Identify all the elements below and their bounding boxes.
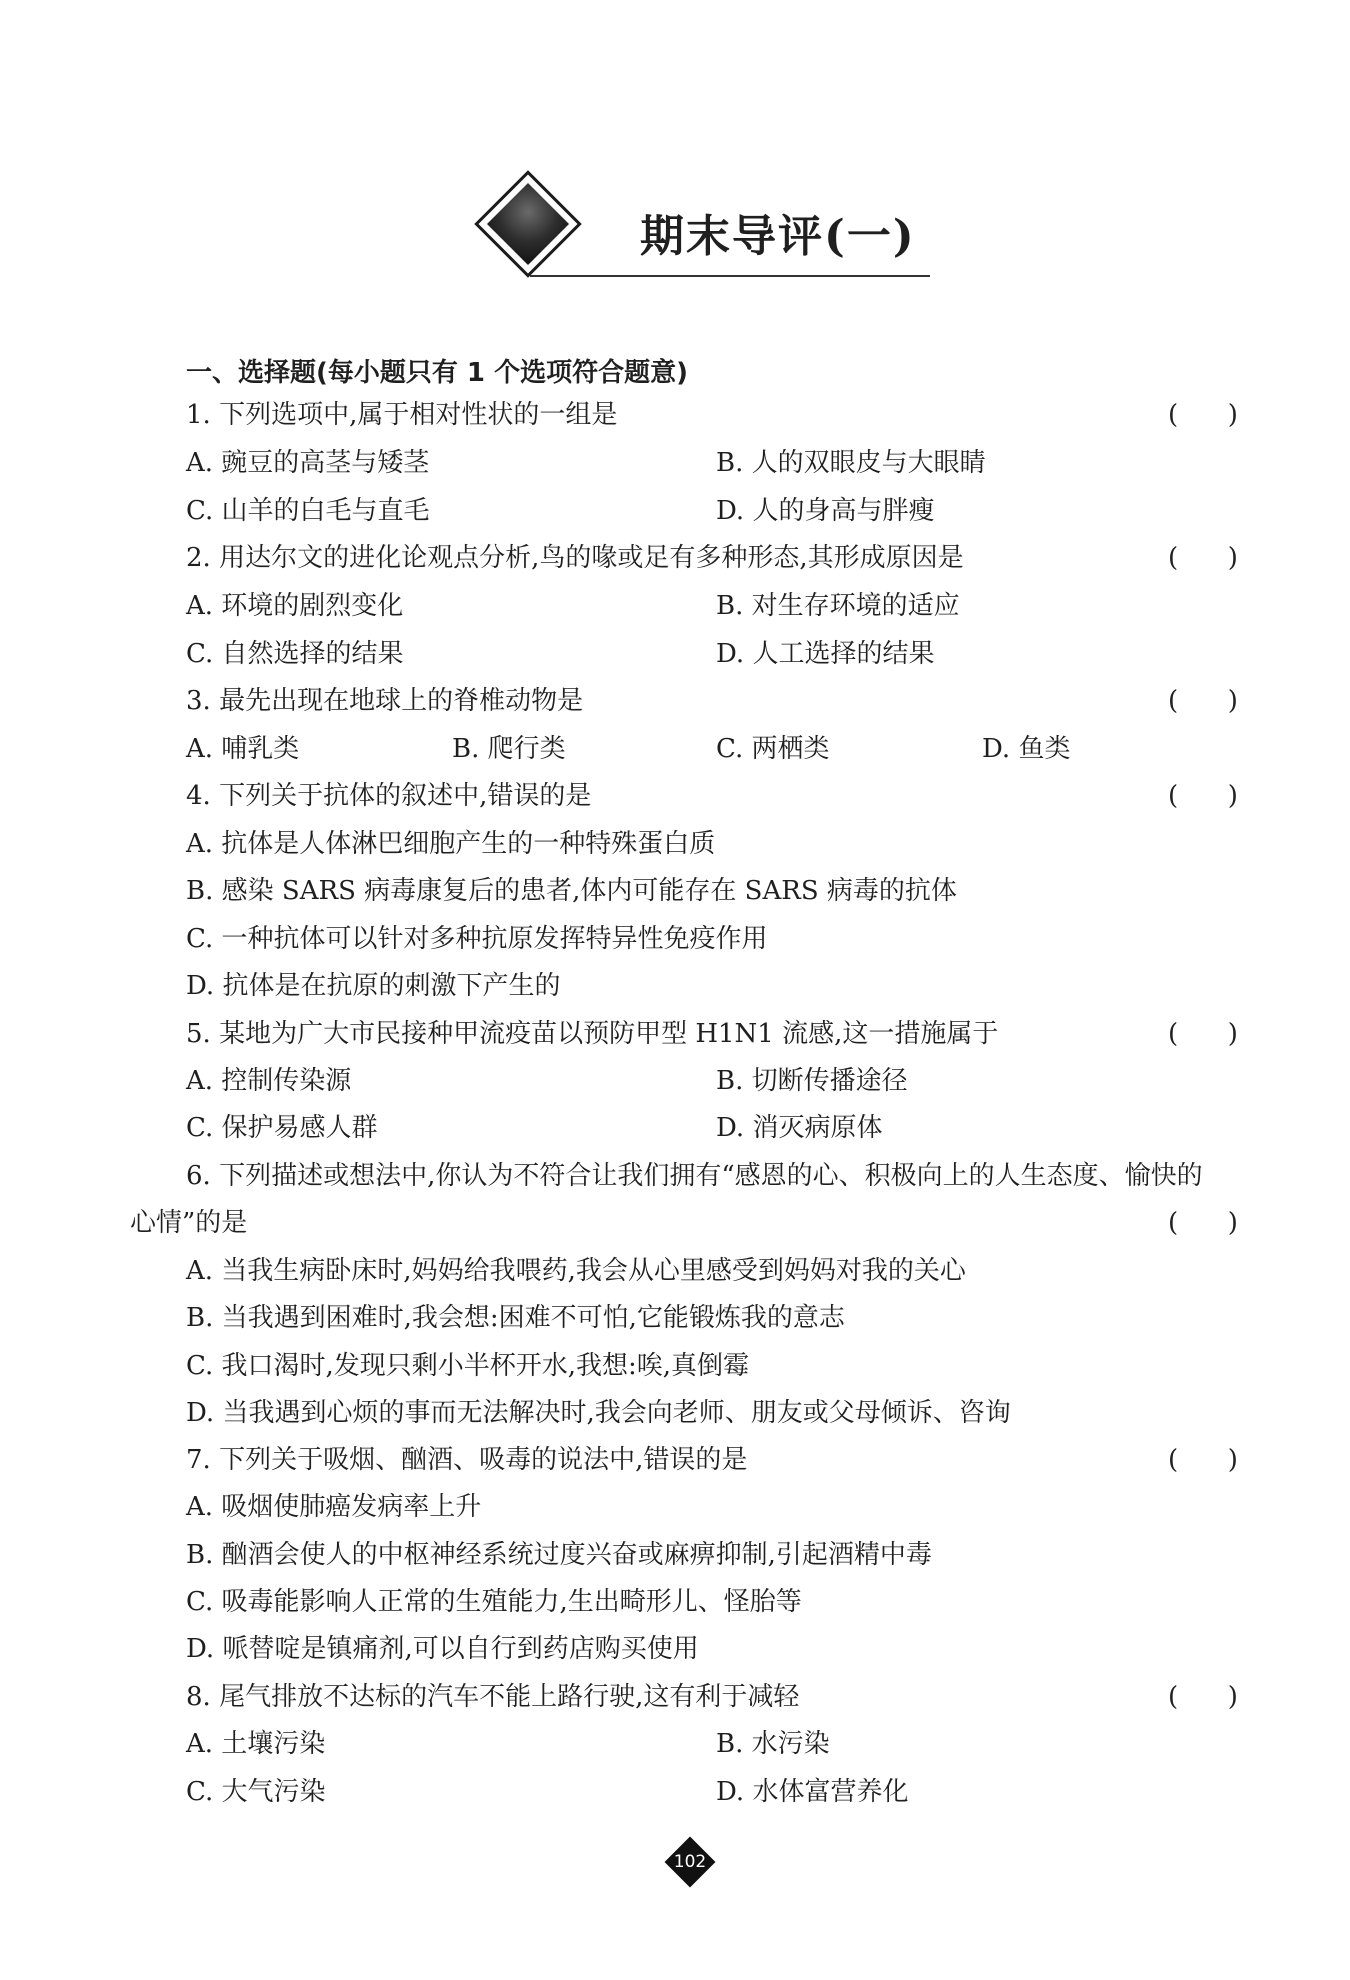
q5-option-d[interactable]: D. 消灭病原体 bbox=[716, 1113, 883, 1143]
q7-option-b[interactable]: B. 酗酒会使人的中枢神经系统过度兴奋或麻痹抑制,引起酒精中毒 bbox=[186, 1540, 932, 1570]
q4-option-b[interactable]: B. 感染 SARS 病毒康复后的患者,体内可能存在 SARS 病毒的抗体 bbox=[186, 876, 957, 906]
question-7-stem: 7. 下列关于吸烟、酗酒、吸毒的说法中,错误的是 bbox=[186, 1445, 748, 1475]
q3-option-d[interactable]: D. 鱼类 bbox=[982, 734, 1071, 764]
q3-option-c[interactable]: C. 两栖类 bbox=[716, 734, 830, 764]
q8-option-a[interactable]: A. 土壤污染 bbox=[186, 1729, 326, 1759]
q7-option-c[interactable]: C. 吸毒能影响人正常的生殖能力,生出畸形儿、怪胎等 bbox=[186, 1587, 802, 1617]
q2-option-c[interactable]: C. 自然选择的结果 bbox=[186, 639, 404, 669]
page-number: 102 bbox=[673, 1852, 707, 1872]
q2-option-a[interactable]: A. 环境的剧烈变化 bbox=[186, 591, 404, 621]
q8-option-c[interactable]: C. 大气污染 bbox=[186, 1777, 326, 1807]
q4-option-c[interactable]: C. 一种抗体可以针对多种抗原发挥特异性免疫作用 bbox=[186, 924, 768, 954]
answer-blank-3[interactable]: ( ) bbox=[1168, 686, 1238, 716]
q8-option-b[interactable]: B. 水污染 bbox=[716, 1729, 830, 1759]
q6-option-b[interactable]: B. 当我遇到困难时,我会想:困难不可怕,它能锻炼我的意志 bbox=[186, 1303, 845, 1333]
page-title: 期末导评(一) bbox=[640, 211, 916, 262]
question-4-stem: 4. 下列关于抗体的叙述中,错误的是 bbox=[186, 781, 592, 811]
answer-blank-5[interactable]: ( ) bbox=[1168, 1019, 1238, 1049]
question-3-stem: 3. 最先出现在地球上的脊椎动物是 bbox=[186, 686, 584, 716]
question-2-stem: 2. 用达尔文的进化论观点分析,鸟的喙或足有多种形态,其形成原因是 bbox=[186, 543, 964, 573]
q4-option-a[interactable]: A. 抗体是人体淋巴细胞产生的一种特殊蛋白质 bbox=[186, 829, 716, 859]
section-heading: 一、选择题(每小题只有 1 个选项符合题意) bbox=[186, 358, 688, 388]
q6-option-d[interactable]: D. 当我遇到心烦的事而无法解决时,我会向老师、朋友或父母倾诉、咨询 bbox=[186, 1398, 1011, 1428]
q1-option-a[interactable]: A. 豌豆的高茎与矮茎 bbox=[186, 448, 430, 478]
q1-option-c[interactable]: C. 山羊的白毛与直毛 bbox=[186, 496, 430, 526]
q7-option-a[interactable]: A. 吸烟使肺癌发病率上升 bbox=[186, 1492, 482, 1522]
q5-option-b[interactable]: B. 切断传播途径 bbox=[716, 1066, 908, 1096]
answer-blank-8[interactable]: ( ) bbox=[1168, 1682, 1238, 1712]
q1-option-b[interactable]: B. 人的双眼皮与大眼睛 bbox=[716, 448, 986, 478]
title-block bbox=[480, 178, 960, 283]
q3-option-b[interactable]: B. 爬行类 bbox=[452, 734, 566, 764]
answer-blank-1[interactable]: ( ) bbox=[1168, 400, 1238, 430]
q2-option-b[interactable]: B. 对生存环境的适应 bbox=[716, 591, 960, 621]
q3-option-a[interactable]: A. 哺乳类 bbox=[186, 734, 300, 764]
q8-option-d[interactable]: D. 水体富营养化 bbox=[716, 1777, 909, 1807]
answer-blank-2[interactable]: ( ) bbox=[1168, 543, 1238, 573]
q6-option-a[interactable]: A. 当我生病卧床时,妈妈给我喂药,我会从心里感受到妈妈对我的关心 bbox=[186, 1256, 966, 1286]
q7-option-d[interactable]: D. 哌替啶是镇痛剂,可以自行到药店购买使用 bbox=[186, 1634, 699, 1664]
question-1-stem: 1. 下列选项中,属于相对性状的一组是 bbox=[186, 400, 618, 430]
answer-blank-4[interactable]: ( ) bbox=[1168, 781, 1238, 811]
q1-option-d[interactable]: D. 人的身高与胖瘦 bbox=[716, 496, 935, 526]
q5-option-a[interactable]: A. 控制传染源 bbox=[186, 1066, 352, 1096]
diamond-emblem-icon bbox=[474, 170, 581, 277]
q2-option-d[interactable]: D. 人工选择的结果 bbox=[716, 639, 935, 669]
page-number-badge bbox=[666, 1838, 714, 1886]
q4-option-d[interactable]: D. 抗体是在抗原的刺激下产生的 bbox=[186, 971, 561, 1001]
q5-option-c[interactable]: C. 保护易感人群 bbox=[186, 1113, 378, 1143]
q6-option-c[interactable]: C. 我口渴时,发现只剩小半杯开水,我想:唉,真倒霉 bbox=[186, 1351, 750, 1381]
question-5-stem: 5. 某地为广大市民接种甲流疫苗以预防甲型 H1N1 流感,这一措施属于 bbox=[186, 1019, 999, 1049]
answer-blank-7[interactable]: ( ) bbox=[1168, 1445, 1238, 1475]
question-6-stem-continued: 心情”的是 bbox=[130, 1208, 248, 1238]
answer-blank-6[interactable]: ( ) bbox=[1168, 1208, 1238, 1238]
question-8-stem: 8. 尾气排放不达标的汽车不能上路行驶,这有利于减轻 bbox=[186, 1682, 800, 1712]
title-underline bbox=[530, 275, 930, 277]
question-6-stem: 6. 下列描述或想法中,你认为不符合让我们拥有“感恩的心、积极向上的人生态度、愉快的 bbox=[186, 1161, 1203, 1191]
